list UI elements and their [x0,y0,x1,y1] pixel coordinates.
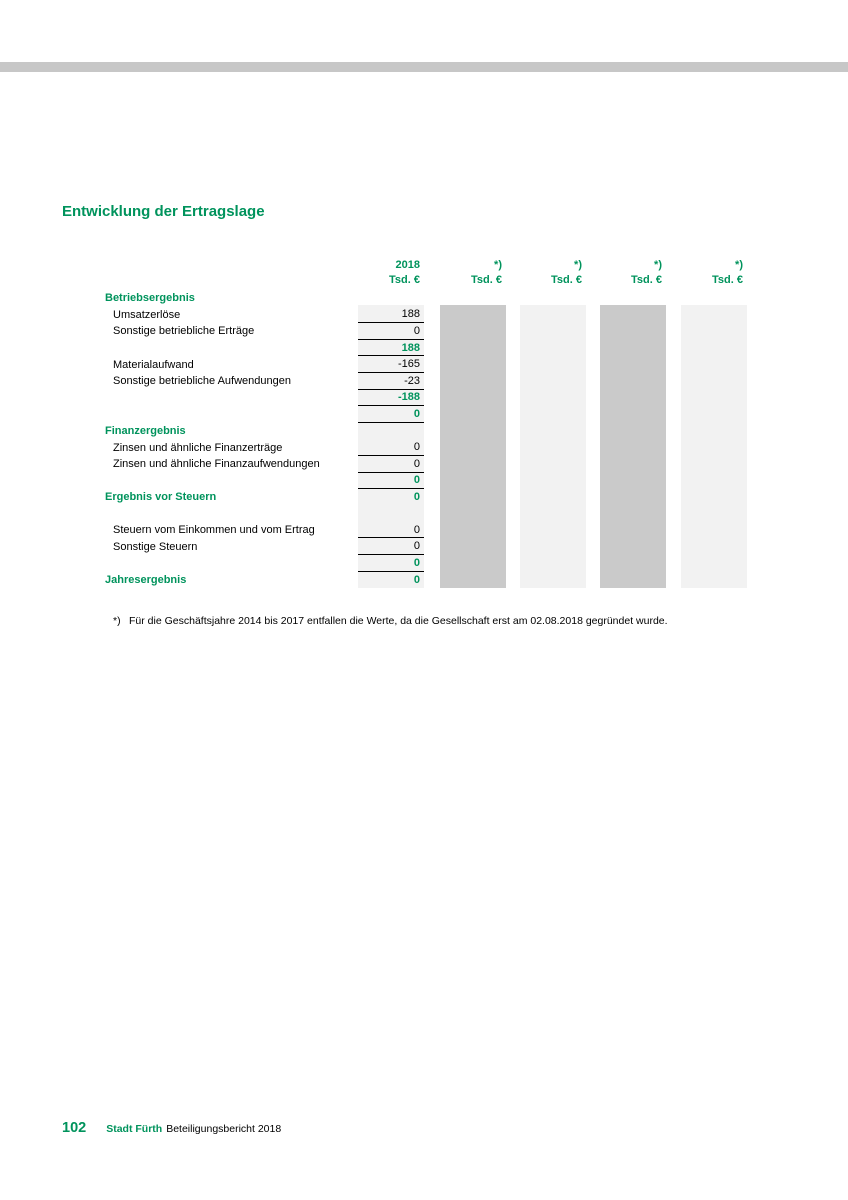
row-value: 188 [358,340,424,357]
table-body [105,290,747,588]
row-label: Zinsen und ähnliche Finanzaufwendungen [113,458,320,471]
column-unit: Tsd. € [389,274,420,286]
row-value: 0 [358,473,424,490]
row-label: Jahresergebnis [105,573,187,586]
row-value: 0 [358,538,424,555]
row-label: Materialaufwand [113,358,194,371]
row-value: 188 [358,307,424,324]
row-value: 0 [358,323,424,340]
table-row [105,290,747,307]
column-year: *) [654,259,662,271]
row-value: 0 [358,522,424,539]
row-value: 0 [413,491,420,504]
table-row [105,323,747,340]
column-header [520,258,586,288]
table-row [105,307,747,324]
column-unit: Tsd. € [551,274,582,286]
table-row [105,439,747,456]
row-value [358,290,424,307]
row-spacer [105,506,747,522]
top-divider-bar [0,62,848,72]
table-header [105,258,747,288]
footnote [113,614,733,628]
row-label: Umsatzerlöse [113,308,181,321]
row-label: Finanzergebnis [105,425,186,438]
column-year: *) [735,259,743,271]
table-row [105,522,747,539]
page-title: Entwicklung der Ertragslage [62,203,265,220]
row-value: 0 [413,573,420,586]
table-row [105,390,747,407]
column-header [440,258,506,288]
row-label: Zinsen und ähnliche Finanzerträge [113,441,283,454]
page-footer [62,1120,281,1136]
column-unit: Tsd. € [712,274,743,286]
column-unit: Tsd. € [471,274,502,286]
column-header [358,258,424,288]
table-row [105,456,747,473]
row-label: Steuern vom Einkommen und vom Ertrag [113,524,315,537]
column-year: 2018 [395,259,420,271]
table-row [105,473,747,490]
footer-brand: Stadt Fürth [106,1123,163,1135]
column-unit: Tsd. € [631,274,662,286]
table-row [105,572,747,589]
table-row [105,538,747,555]
row-label: Sonstige Steuern [113,540,198,553]
footer-report-title: Beteiligungsbericht 2018 [166,1123,282,1135]
table-row [105,489,747,506]
table-row [105,406,747,423]
row-value: 0 [358,555,424,572]
column-header [681,258,747,288]
footnote-text: Für die Geschäftsjahre 2014 bis 2017 entfallen die Werte, da die Gesellschaft erst am 02.08.2018 gegründet wurde. [129,615,668,627]
row-value: 0 [358,456,424,473]
table-row [105,555,747,572]
row-label: Sonstige betriebliche Aufwendungen [113,375,291,388]
row-value: -165 [358,356,424,373]
table-row [105,423,747,440]
table-row [105,373,747,390]
row-value: -188 [358,390,424,407]
row-value: 0 [358,406,424,423]
income-statement-table [105,256,747,596]
footnote-marker: *) [113,615,121,627]
table-row [105,340,747,357]
row-label: Sonstige betriebliche Erträge [113,325,255,338]
row-label: Ergebnis vor Steuern [105,491,217,504]
column-year: *) [574,259,582,271]
row-value: -23 [358,373,424,390]
table-row [105,356,747,373]
column-header [600,258,666,288]
page-number: 102 [62,1120,87,1136]
column-year: *) [494,259,502,271]
row-value: 0 [358,439,424,456]
row-value [358,423,424,440]
row-label: Betriebsergebnis [105,292,195,305]
